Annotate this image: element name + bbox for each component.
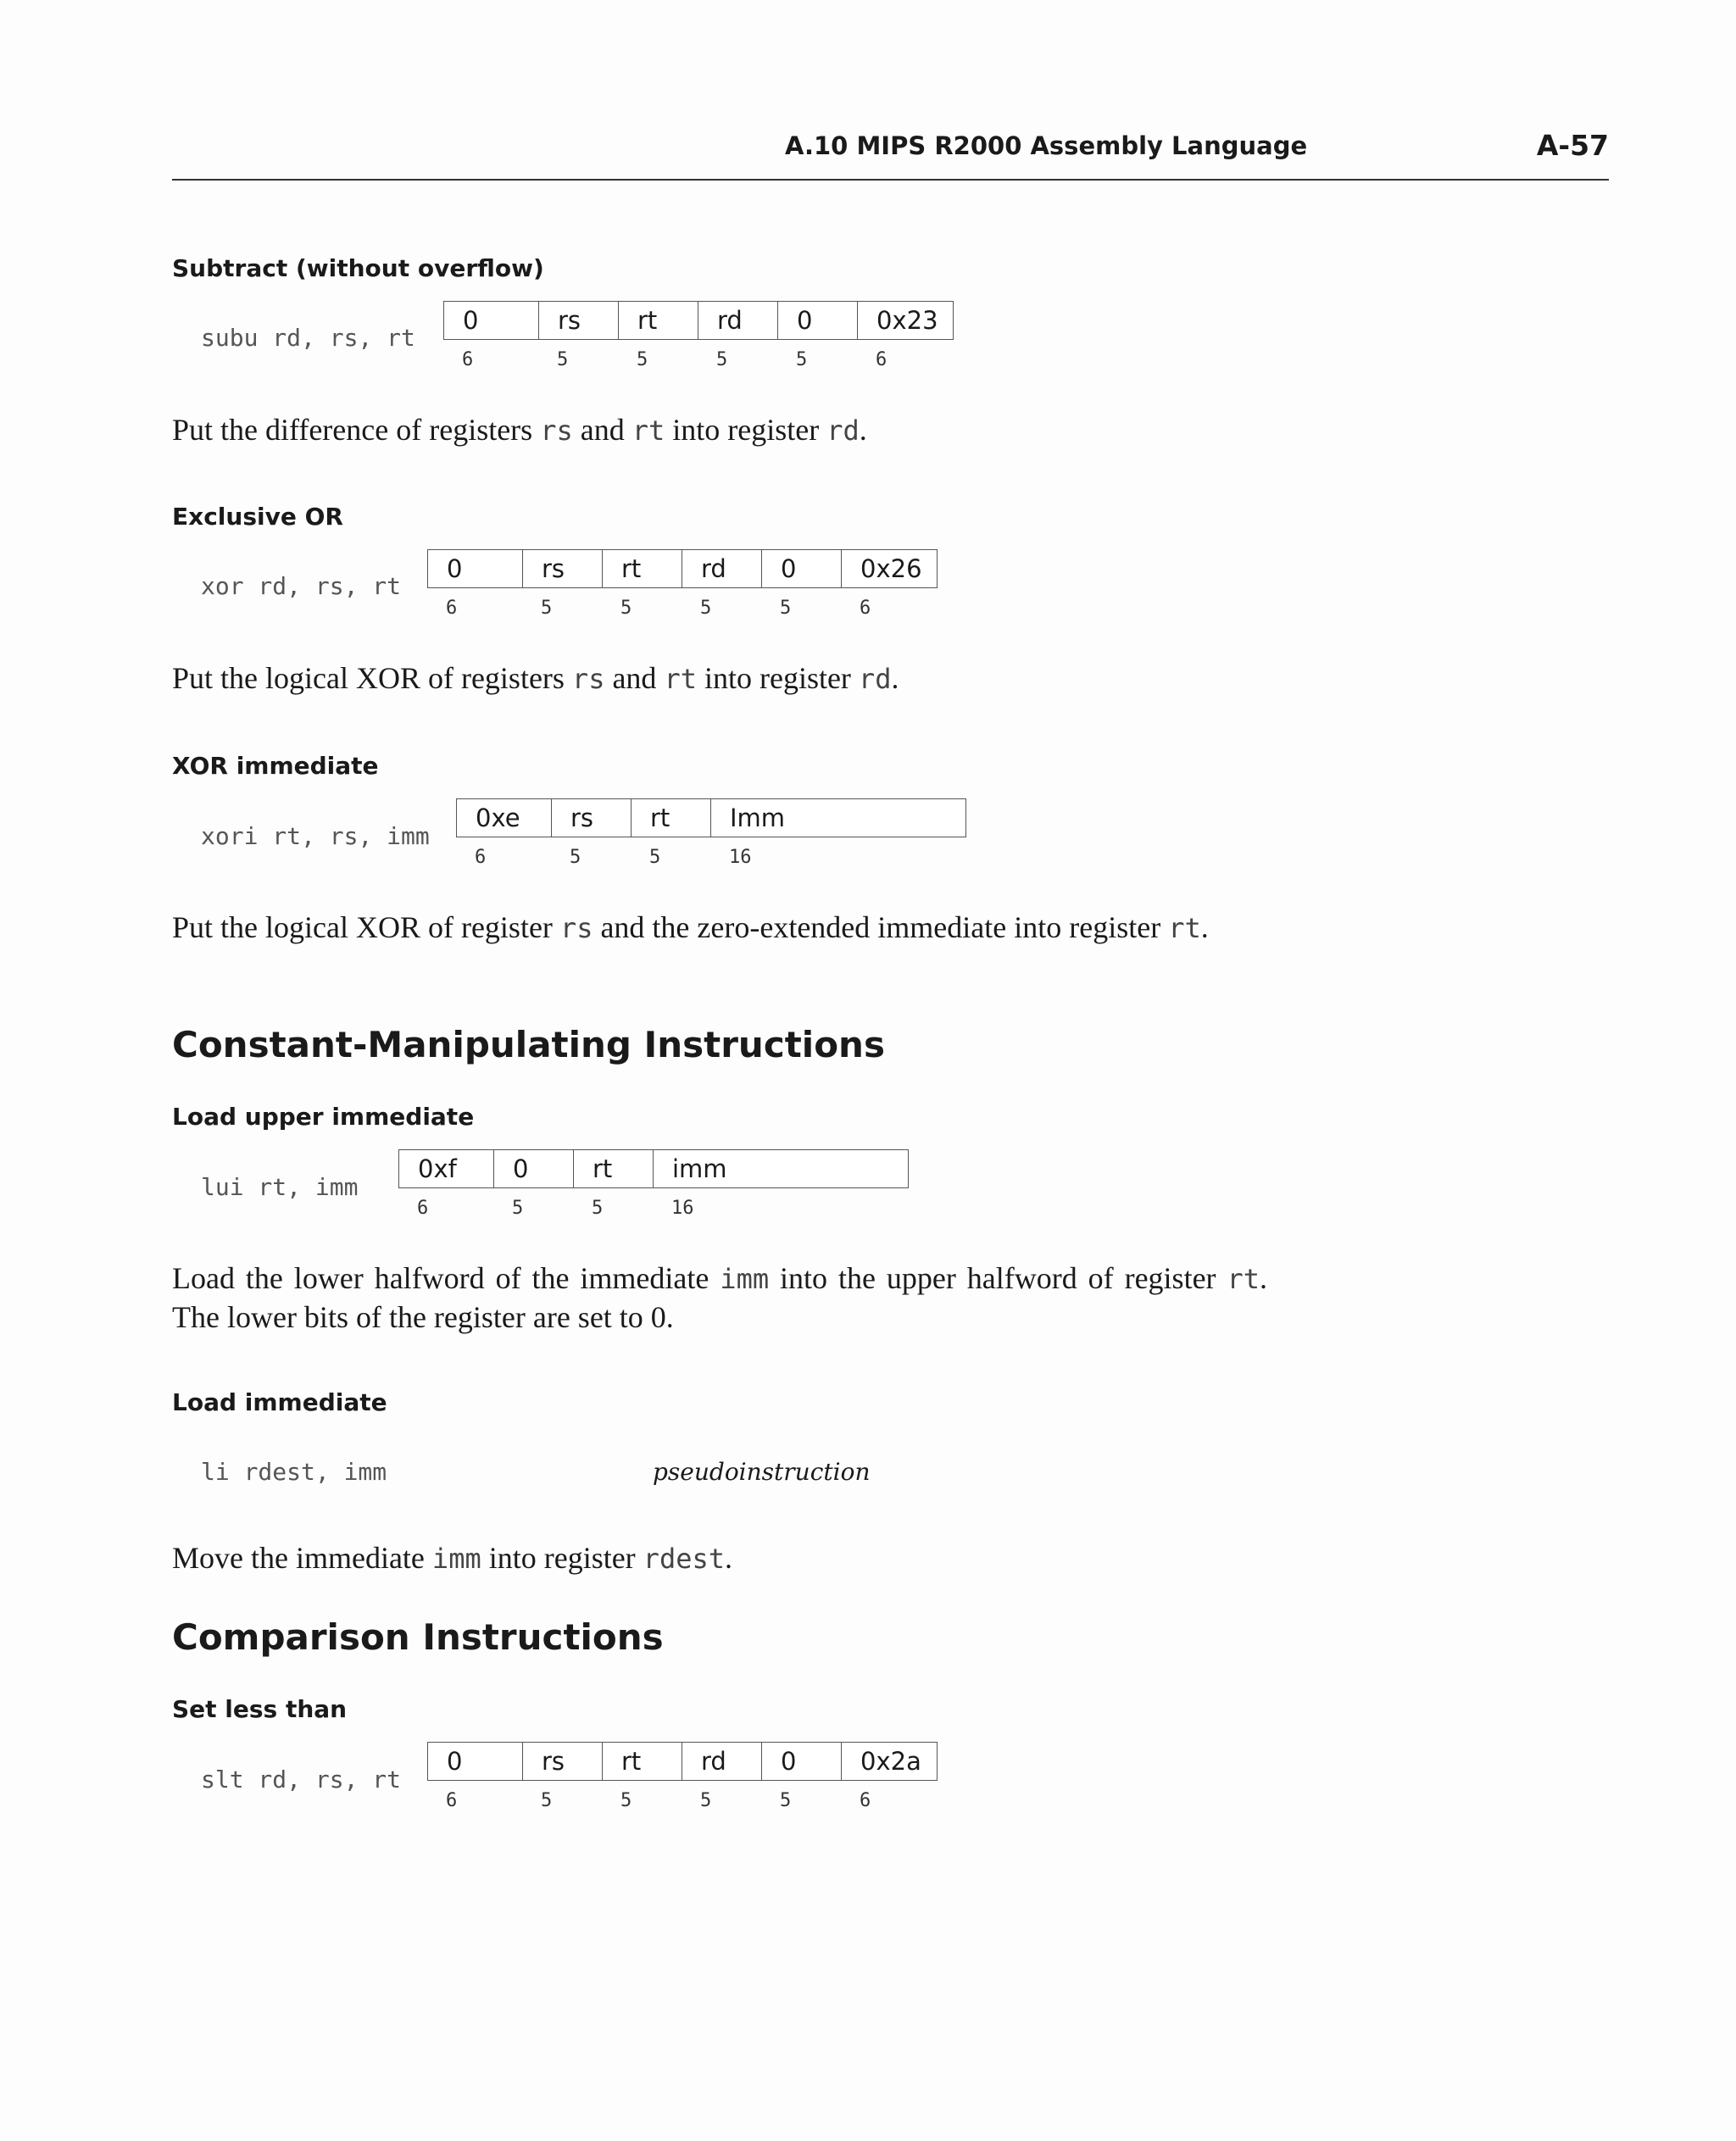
field-bits: 6	[446, 598, 458, 619]
field-bits: 6	[417, 1198, 429, 1219]
field-box: 0x26	[841, 549, 938, 588]
field-box: 0	[443, 301, 540, 340]
field-box: rt	[618, 301, 699, 340]
running-head-section: A.10 MIPS R2000 Assembly Language	[785, 131, 1308, 160]
field-box: rd	[682, 549, 763, 588]
field-box: imm	[653, 1149, 909, 1188]
field-bits: 6	[876, 349, 887, 370]
description-lui: Load the lower halfword of the immediate imm into the upper halfword of register rt. The lower bits of the register are set to 0.	[172, 1261, 1267, 1334]
field-box: rs	[538, 301, 620, 340]
item-heading-xor: Exclusive OR	[172, 503, 343, 531]
item-heading-slt: Set less than	[172, 1695, 348, 1723]
field-box: 0xe	[456, 798, 553, 837]
field-bits: 5	[716, 349, 728, 370]
field-bits: 5	[541, 598, 553, 619]
field-box: 0	[427, 549, 524, 588]
field-box: 0x2a	[841, 1742, 938, 1781]
field-bits: 5	[557, 349, 569, 370]
syntax-li: li rdest, imm	[201, 1458, 387, 1486]
item-heading-xori: XOR immediate	[172, 752, 379, 780]
description-xori: Put the logical XOR of register rs and the zero-extended immediate into register rt.	[172, 910, 1209, 944]
pseudoinstruction-note: pseudoinstruction	[653, 1458, 871, 1486]
field-bits: 5	[700, 598, 712, 619]
field-box: rd	[698, 301, 779, 340]
field-box: rt	[573, 1149, 654, 1188]
field-box: Imm	[710, 798, 966, 837]
syntax-xor: xor rd, rs, rt	[201, 572, 402, 600]
syntax-xori: xori rt, rs, imm	[201, 822, 430, 850]
field-bits: 6	[446, 1790, 458, 1811]
field-box: rt	[602, 1742, 683, 1781]
field-box: 0x23	[857, 301, 954, 340]
field-box: 0	[493, 1149, 575, 1188]
field-bits: 5	[780, 598, 792, 619]
running-head	[172, 131, 1609, 165]
field-bits: 5	[649, 847, 661, 868]
field-box: 0	[761, 1742, 843, 1781]
field-bits: 5	[780, 1790, 792, 1811]
field-bits: 5	[620, 1790, 632, 1811]
item-heading-li: Load immediate	[172, 1388, 387, 1416]
field-box: 0	[427, 1742, 524, 1781]
field-bits: 5	[592, 1198, 604, 1219]
field-bits: 6	[860, 598, 871, 619]
field-box: rs	[522, 549, 604, 588]
section-heading-comparison: Comparison Instructions	[172, 1616, 664, 1658]
item-heading-subu: Subtract (without overflow)	[172, 254, 544, 282]
field-box: rd	[682, 1742, 763, 1781]
field-bits: 5	[512, 1198, 524, 1219]
field-bits: 5	[796, 349, 808, 370]
field-bits: 6	[860, 1790, 871, 1811]
field-box: rs	[551, 798, 632, 837]
syntax-subu: subu rd, rs, rt	[201, 324, 415, 352]
page-number: A-57	[1536, 129, 1609, 162]
field-box: rt	[631, 798, 712, 837]
field-bits: 16	[671, 1198, 694, 1219]
field-bits: 16	[729, 847, 752, 868]
field-bits: 5	[637, 349, 648, 370]
field-bits: 5	[541, 1790, 553, 1811]
description-li: Move the immediate imm into register rdest.	[172, 1541, 732, 1575]
description-xor: Put the logical XOR of registers rs and rt into register rd.	[172, 661, 899, 695]
field-box: 0	[761, 549, 843, 588]
header-rule	[172, 179, 1609, 181]
syntax-lui: lui rt, imm	[201, 1173, 359, 1201]
section-heading-constant: Constant-Manipulating Instructions	[172, 1024, 885, 1065]
field-box: rt	[602, 549, 683, 588]
field-bits: 5	[700, 1790, 712, 1811]
field-box: 0	[777, 301, 859, 340]
field-bits: 5	[570, 847, 581, 868]
field-bits: 5	[620, 598, 632, 619]
field-bits: 6	[475, 847, 487, 868]
field-bits: 6	[462, 349, 474, 370]
field-box: 0xf	[398, 1149, 495, 1188]
item-heading-lui: Load upper immediate	[172, 1103, 475, 1131]
syntax-slt: slt rd, rs, rt	[201, 1766, 402, 1793]
description-subu: Put the difference of registers rs and rt into register rd.	[172, 413, 867, 447]
field-box: rs	[522, 1742, 604, 1781]
